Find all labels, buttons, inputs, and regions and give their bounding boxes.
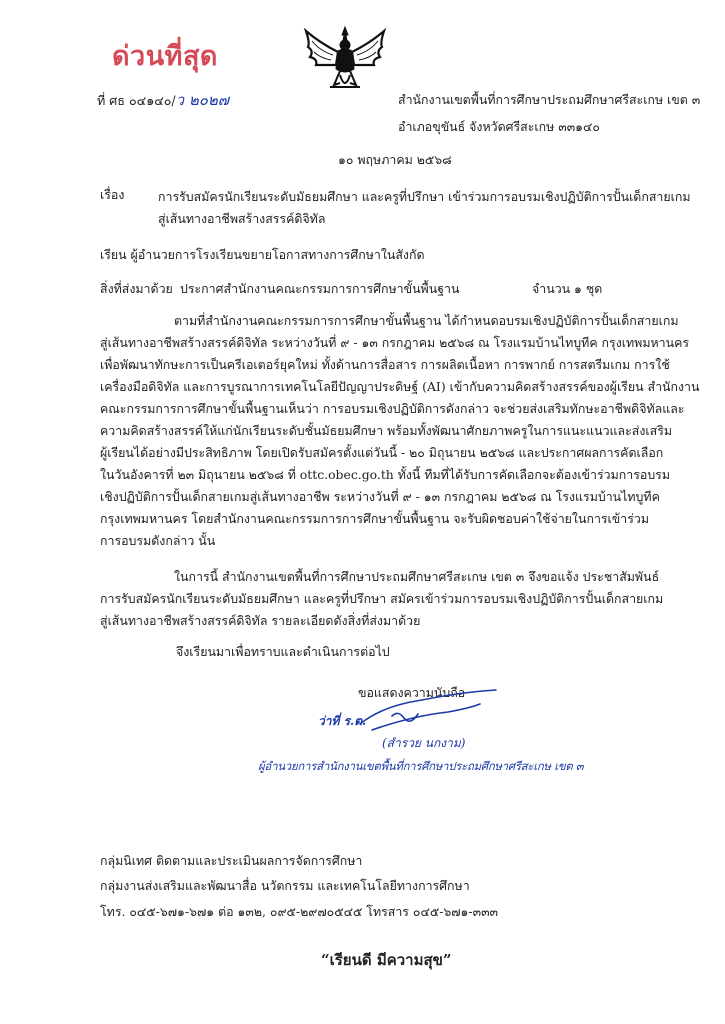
document-number-handwritten: ว ๒๐๒๗ — [175, 91, 230, 109]
body-paragraph-1 — [100, 310, 700, 552]
paragraph-line: สู่เส้นทางอาชีพสร้างสรรค์ดิจิทัล ระหว่างวันที่ ๙ - ๑๓ กรกฎาคม ๒๕๖๘ ณ โรงแรมบ้านไทบูทีค กรุงเทพมหานคร — [100, 335, 690, 350]
enclosure-label: สิ่งที่ส่งมาด้วย — [100, 281, 173, 296]
paragraph-line: การอบรมดังกล่าว นั้น — [100, 533, 216, 548]
signature-scribble-icon — [352, 686, 502, 739]
signer-position: ผู้อำนวยการสำนักงานเขตพื้นที่การศึกษาประถมศึกษาศรีสะเกษ เขต ๓ — [258, 760, 584, 773]
office-name: สำนักงานเขตพื้นที่การศึกษาประถมศึกษาศรีสะเกษ เขต ๓ — [398, 92, 701, 107]
subject-line: การรับสมัครนักเรียนระดับมัธยมศึกษา และครูที่ปรึกษา เข้าร่วมการอบรมเชิงปฏิบัติการปั้นเด็กสายเกม — [158, 189, 691, 204]
letter-date: ๑๐ พฤษภาคม ๒๕๖๘ — [338, 152, 452, 167]
paragraph-line: ในการนี้ สำนักงานเขตพื้นที่การศึกษาประถมศึกษาศรีสะเกษ เขต ๓ จึงขอแจ้ง ประชาสัมพันธ์ — [174, 569, 660, 584]
paragraph-line: ในวันอังคารที่ ๒๓ มิถุนายน ๒๕๖๘ ที่ ottc.obec.go.th ทั้งนี้ ทีมที่ได้รับการคัดเลือกจะต้องเข้าร่วมการอบรม — [100, 467, 671, 482]
paragraph-line: เพื่อพัฒนาทักษะการเป็นครีเอเตอร์ยุคใหม่ ทั้งด้านการสื่อสาร การผลิตเนื้อหา การพากย์ การสตรีมเกม การใช้ — [100, 357, 670, 372]
footer-group-2: กลุ่มงานส่งเสริมและพัฒนาสื่อ นวัตกรรม และเทคโนโลยีทางการศึกษา — [100, 878, 470, 893]
paragraph-line: สู่เส้นทางอาชีพสร้างสรรค์ดิจิทัล รายละเอียดดังสิ่งที่ส่งมาด้วย — [100, 613, 421, 628]
regards-text: ขอแสดงความนับถือ — [358, 685, 466, 700]
slogan: “เรียนดี มีความสุข” — [321, 951, 452, 969]
paragraph-line: ตามที่สำนักงานคณะกรรมการการศึกษาขั้นพื้นฐาน ได้กำหนดอบรมเชิงปฏิบัติการปั้นเด็กสายเกม — [174, 313, 679, 328]
paragraph-line: ความคิดสร้างสรรค์ให้แก่นักเรียนระดับชั้นมัธยมศึกษา พร้อมทั้งพัฒนาศักยภาพครูในการแนะแนวและส่งเสริม — [100, 423, 673, 438]
paragraph-line: ผู้เรียนได้อย่างมีประสิทธิภาพ โดยเปิดรับสมัครตั้งแต่วันนี้ - ๒๐ มิถุนายน ๒๕๖๘ และประกาศผลการคัดเลือก — [100, 445, 664, 460]
closing-sentence: จึงเรียนมาเพื่อทราบและดำเนินการต่อไป — [176, 644, 390, 659]
enclosure-count: จำนวน ๑ ชุด — [532, 281, 603, 296]
subject-line: สู่เส้นทางอาชีพสร้างสรรค์ดิจิทัล — [158, 211, 326, 226]
subject-text — [158, 186, 691, 230]
enclosure-text: ประกาศสำนักงานคณะกรรมการการศึกษาขั้นพื้นฐาน — [180, 281, 460, 296]
document-number-prefix: ที่ ศธ ๐๔๑๔๐/ — [97, 93, 176, 108]
paragraph-line: กรุงเทพมหานคร โดยสำนักงานคณะกรรมการการศึกษาขั้นพื้นฐาน จะรับผิดชอบค่าใช้จ่ายในการเข้าร่วม — [100, 511, 649, 526]
paragraph-line: เครื่องมือดิจิทัล และการบูรณาการเทคโนโลยีปัญญาประดิษฐ์ (AI) เข้ากับความคิดสร้างสรรค์ของผู้เรียน สำนักงาน — [100, 379, 700, 394]
subject-label: เรื่อง — [100, 187, 125, 202]
footer-group-1: กลุ่มนิเทศ ติดตามและประเมินผลการจัดการศึกษา — [100, 853, 363, 868]
paragraph-line: การรับสมัครนักเรียนระดับมัธยมศึกษา และครูที่ปรึกษา สมัครเข้าร่วมการอบรมเชิงปฏิบัติการปั้นเด็กสายเกม — [100, 591, 664, 606]
signer-name: (สำรวย นกงาม) — [382, 736, 466, 750]
garuda-emblem-icon — [300, 25, 390, 96]
office-address: อำเภอขุขันธ์ จังหวัดศรีสะเกษ ๓๓๑๔๐ — [398, 119, 600, 134]
paragraph-line: คณะกรรมการการศึกษาขั้นพื้นฐานเห็นว่า การอบรมเชิงปฏิบัติการดังกล่าว จะช่วยส่งเสริมทักษะอาชีพดิจิทัลและ — [100, 401, 685, 416]
recipient: เรียน ผู้อำนวยการโรงเรียนขยายโอกาสทางการศึกษาในสังกัด — [100, 247, 425, 262]
document-number — [97, 88, 229, 112]
paragraph-line: เชิงปฏิบัติการปั้นเด็กสายเกมสู่เส้นทางอาชีพ ระหว่างวันที่ ๙ - ๑๓ กรกฎาคม ๒๕๖๘ ณ โรงแรมบ้านไทบูทีค — [100, 489, 660, 504]
urgency-stamp: ด่วนที่สุด — [112, 41, 218, 72]
footer-contact: โทร. ๐๔๕-๖๗๑-๖๗๑ ต่อ ๑๓๒, ๐๙๕-๒๙๗๐๕๔๕ โทรสาร ๐๔๕-๖๗๑-๓๓๓ — [100, 904, 499, 919]
signature-acting-title: ว่าที่ ร.ต. — [318, 714, 367, 728]
body-paragraph-2 — [100, 566, 664, 632]
